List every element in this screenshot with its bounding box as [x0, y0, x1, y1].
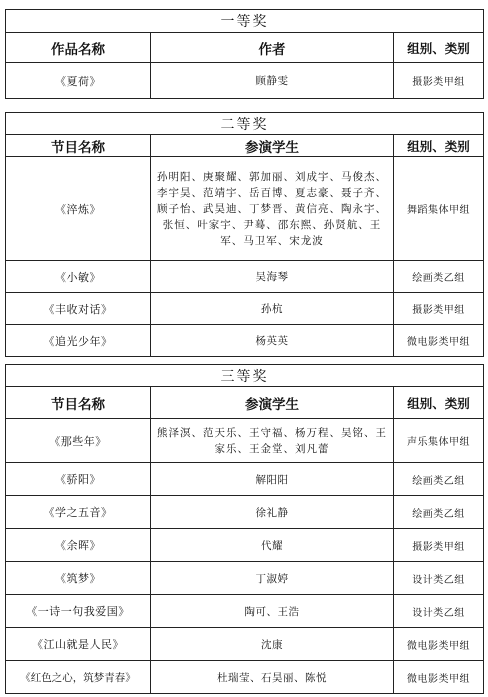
category: 微电影类甲组	[394, 661, 484, 694]
category: 微电影类甲组	[394, 628, 484, 661]
category: 摄影类甲组	[394, 529, 484, 562]
second-prize-title: 二等奖	[6, 113, 484, 135]
category: 绘画类乙组	[394, 496, 484, 529]
work-name: 《那些年》	[6, 419, 151, 463]
header-performers: 参演学生	[151, 135, 394, 157]
performers: 沈康	[151, 628, 394, 661]
header-author: 作者	[151, 33, 394, 63]
work-name: 《红色之心，筑梦青春》	[6, 661, 151, 694]
performers: 杨英英	[151, 325, 394, 357]
third-prize-table	[5, 364, 484, 694]
header-work-name: 作品名称	[6, 33, 151, 63]
header-program-name: 节目名称	[6, 387, 151, 419]
table-row	[6, 63, 484, 99]
header-category: 组别、类别	[394, 33, 484, 63]
performers: 杜瑞莹、石昊丽、陈悦	[151, 661, 394, 694]
second-prize-table	[5, 112, 484, 357]
work-name: 《小敏》	[6, 261, 151, 293]
table-row	[6, 496, 484, 529]
table-row	[6, 261, 484, 293]
table-row	[6, 325, 484, 357]
work-name: 《学之五音》	[6, 496, 151, 529]
work-name: 《骄阳》	[6, 463, 151, 496]
work-name: 《一诗一句我爱国》	[6, 595, 151, 628]
table-row	[6, 529, 484, 562]
performers: 吴海琴	[151, 261, 394, 293]
performers: 熊泽溟、范天乐、王守福、杨万程、吴铭、王家乐、王金堂、刘凡蕾	[151, 419, 394, 463]
performers: 徐礼静	[151, 496, 394, 529]
performers: 孙杭	[151, 293, 394, 325]
performers: 解阳阳	[151, 463, 394, 496]
work-name: 《追光少年》	[6, 325, 151, 357]
performers: 顾静雯	[151, 63, 394, 99]
table-row	[6, 157, 484, 261]
category: 绘画类乙组	[394, 261, 484, 293]
performers: 孙明阳、庚聚耀、郭加丽、刘成宇、马俊杰、李宇昊、范靖宇、岳百博、夏志豪、聂子齐、顾子怡、武昊迪、丁梦晋、黄信亮、陶永宇、张恒、叶家宇、尹蓦、邵东熙、孙贤航、王军、马卫军、宋龙波	[151, 157, 394, 261]
category: 绘画类乙组	[394, 463, 484, 496]
first-prize-title: 一等奖	[6, 10, 484, 33]
category: 声乐集体甲组	[394, 419, 484, 463]
work-name: 《夏荷》	[6, 63, 151, 99]
category: 摄影类甲组	[394, 63, 484, 99]
table-row	[6, 595, 484, 628]
work-name: 《筑梦》	[6, 562, 151, 595]
table-row	[6, 419, 484, 463]
category: 舞蹈集体甲组	[394, 157, 484, 261]
work-name: 《淬炼》	[6, 157, 151, 261]
header-performers: 参演学生	[151, 387, 394, 419]
category: 设计类乙组	[394, 595, 484, 628]
category: 微电影类甲组	[394, 325, 484, 357]
header-category: 组别、类别	[394, 135, 484, 157]
work-name: 《丰收对话》	[6, 293, 151, 325]
third-prize-title: 三等奖	[6, 365, 484, 387]
header-program-name: 节目名称	[6, 135, 151, 157]
performers: 代耀	[151, 529, 394, 562]
performers: 丁淑婷	[151, 562, 394, 595]
table-row	[6, 463, 484, 496]
table-row	[6, 628, 484, 661]
work-name: 《江山就是人民》	[6, 628, 151, 661]
category: 设计类乙组	[394, 562, 484, 595]
first-prize-table	[5, 9, 484, 99]
table-row	[6, 562, 484, 595]
table-row	[6, 293, 484, 325]
table-row	[6, 661, 484, 694]
performers: 陶可、王浩	[151, 595, 394, 628]
category: 摄影类甲组	[394, 293, 484, 325]
header-category: 组别、类别	[394, 387, 484, 419]
work-name: 《余晖》	[6, 529, 151, 562]
